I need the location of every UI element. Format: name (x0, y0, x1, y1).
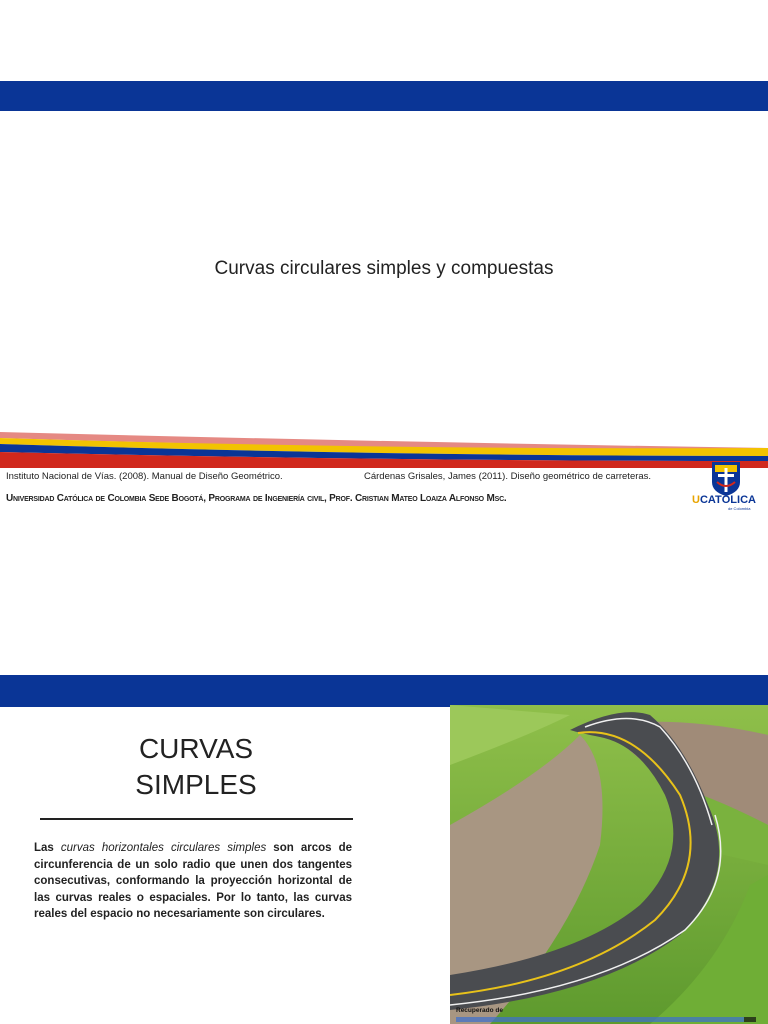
university-line: Universidad Católica de Colombia Sede Bogotá, Programa de Ingeniería civil, Prof. Cristian Mateo Loaiza Alfonso Msc. (6, 493, 507, 504)
logo-name: CATÓLICA (699, 494, 756, 506)
logo-wordmark (692, 494, 756, 506)
reference-invias: Instituto Nacional de Vías. (2008). Manual de Diseño Geométrico. (6, 471, 283, 482)
image-source-caption: Recuperado de (456, 1007, 503, 1014)
top-blue-band (0, 81, 768, 111)
reference-cardenas: Cárdenas Grisales, James (2011). Diseño geométrico de carreteras. (364, 471, 652, 482)
flag-stripes (0, 428, 768, 468)
definition-paragraph (34, 840, 352, 923)
slide2-blue-band (0, 675, 768, 707)
slide-title: Curvas circulares simples y compuestas (214, 258, 554, 279)
para-rest: son arcos de circunferencia de un solo radio que unen dos tangentes consecutivas, conformando la proyección horizontal de las curvas reales o espaciales. Por lo tanto, las curvas reales del espacio no necesariamente son circulares. (34, 842, 353, 920)
logo-u: U (692, 494, 700, 506)
curved-road-image (450, 705, 768, 1024)
logo-subtext: de Colombia (728, 506, 751, 511)
section-title (100, 731, 292, 803)
section-title-line2: SIMPLES (135, 769, 257, 800)
title-divider (40, 818, 353, 820)
slide-2 (0, 537, 768, 1024)
para-italic-term: curvas horizontales circulares simples (60, 842, 267, 854)
section-title-line1: CURVAS (138, 733, 254, 764)
para-start: Las (34, 842, 61, 854)
image-source-link[interactable] (456, 1017, 756, 1022)
